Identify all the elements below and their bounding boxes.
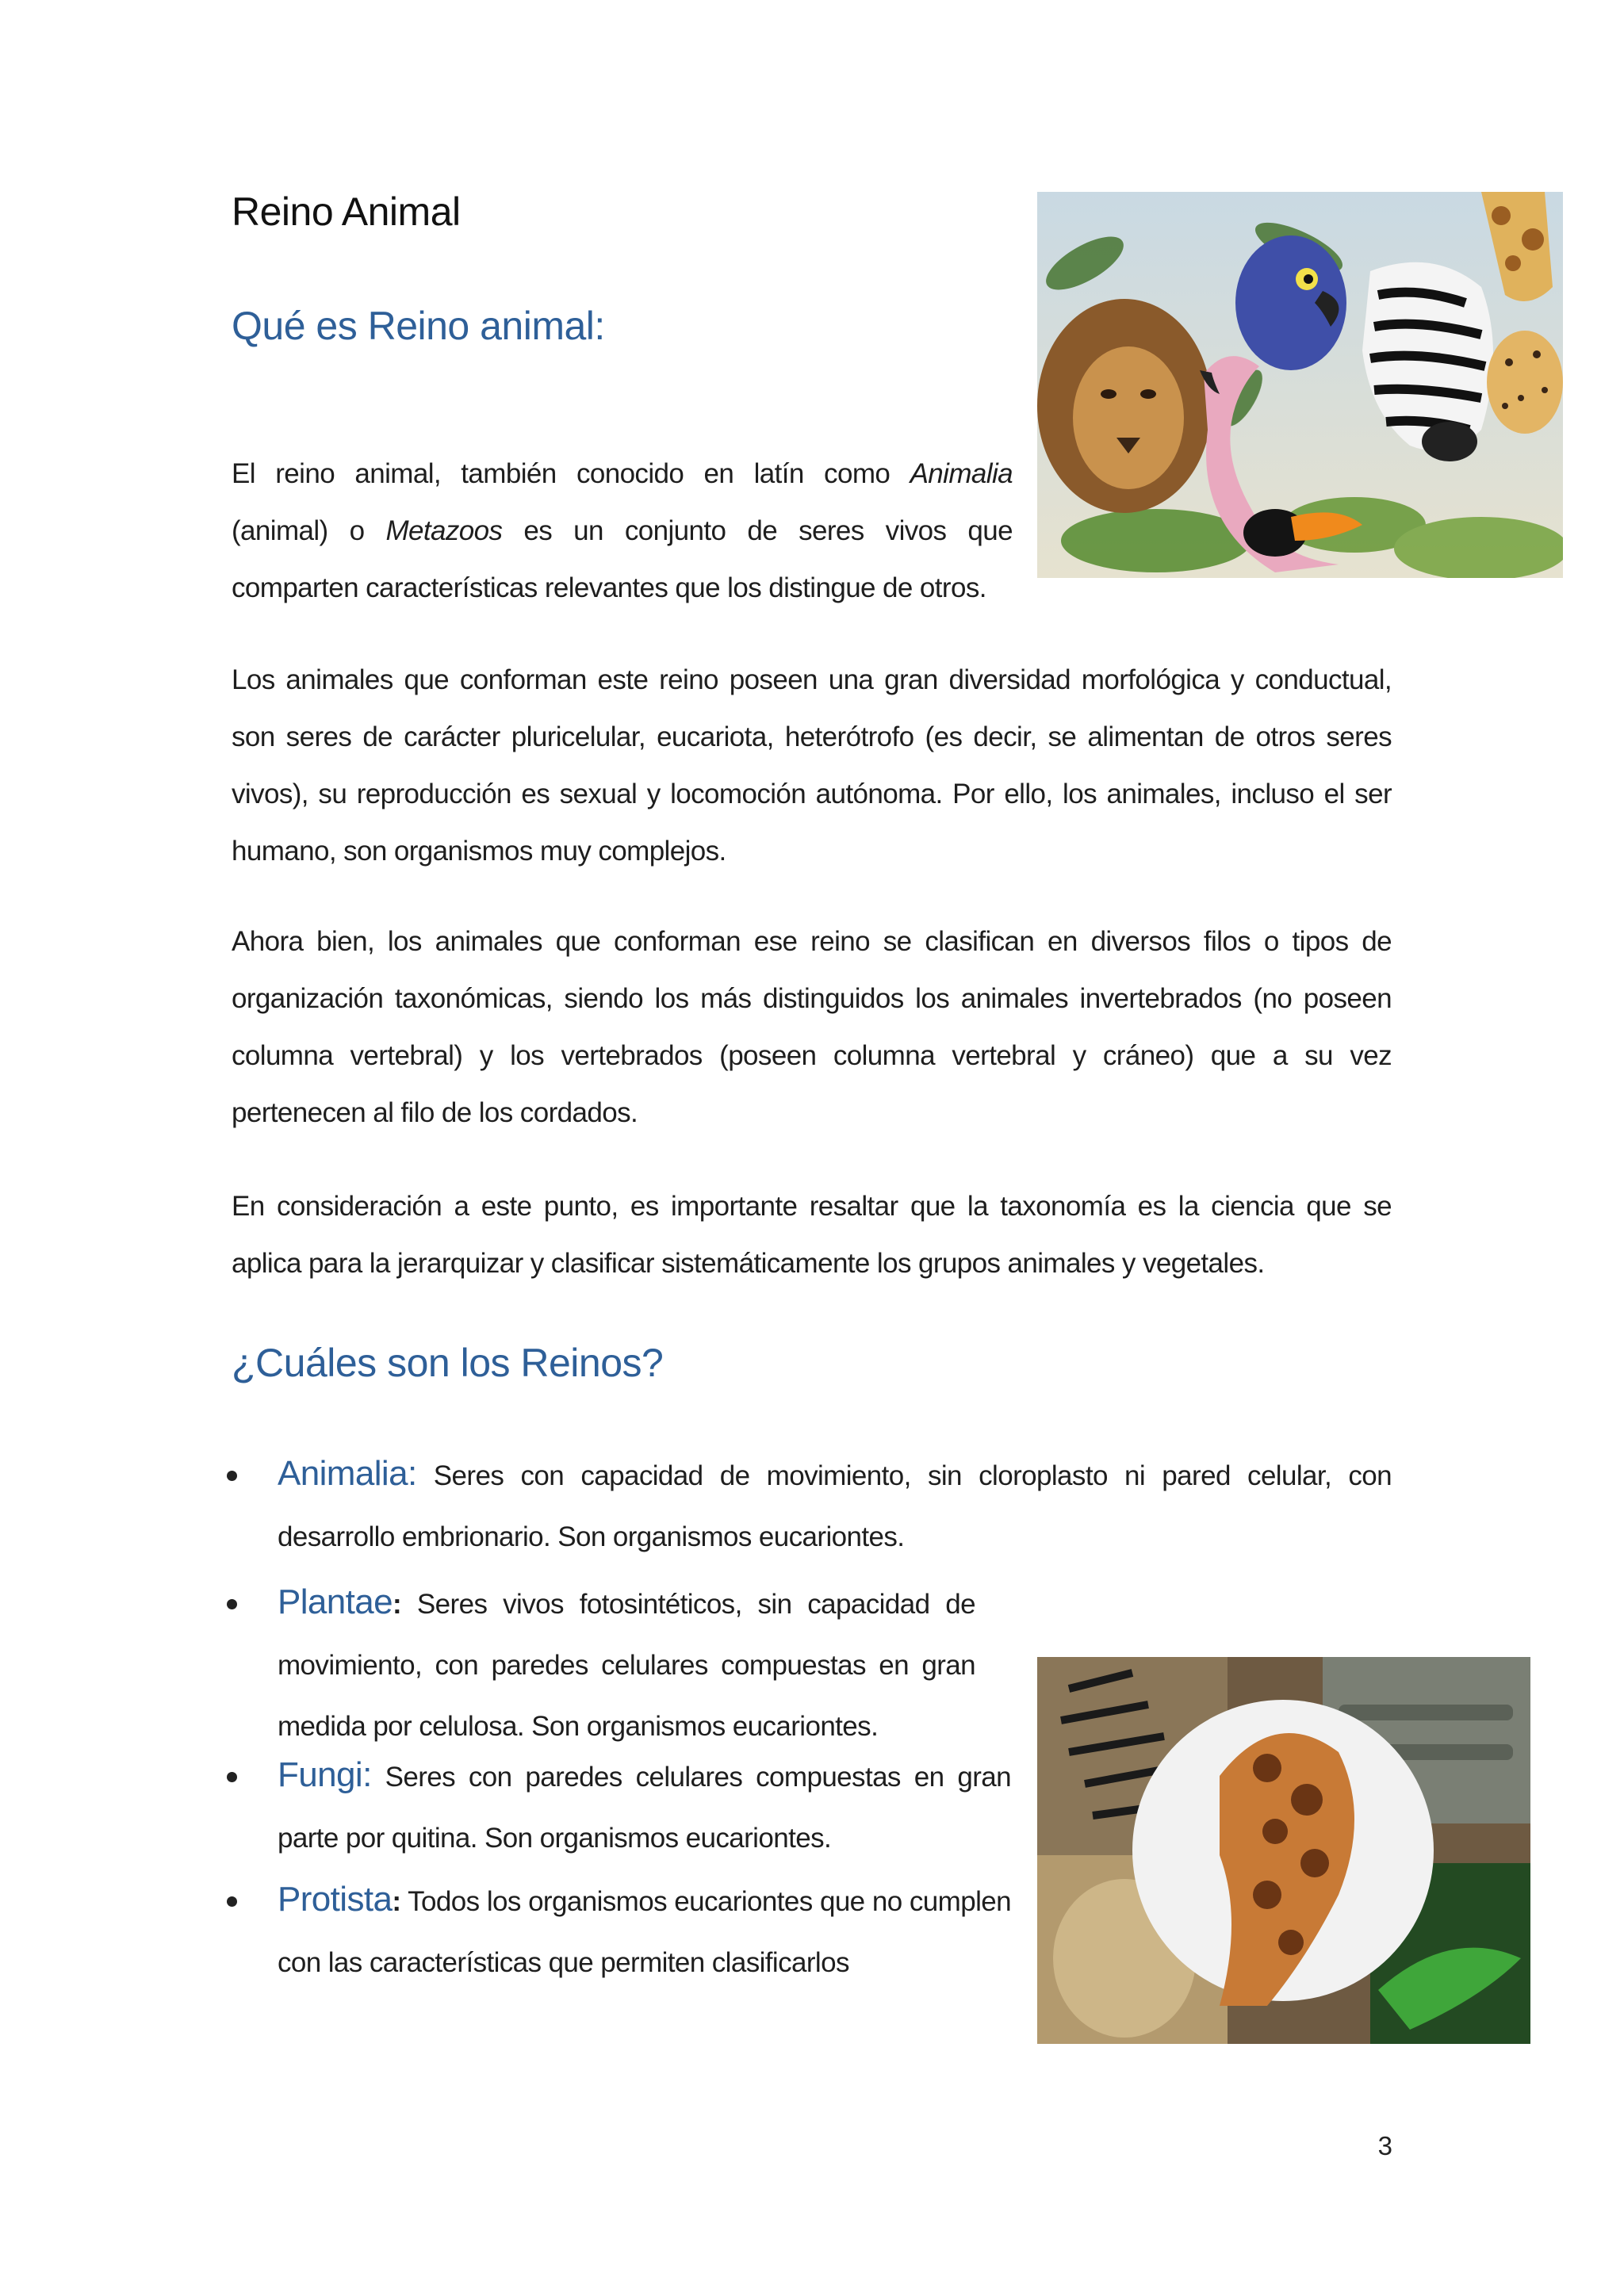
kingdom-list bbox=[278, 1443, 1392, 1567]
kingdom-list-continued bbox=[278, 1744, 1011, 1993]
macaw-graphic bbox=[1235, 235, 1346, 370]
list-item-fungi: Fungi: Seres con paredes celulares compuestas en gran parte por quitina. Son organismos eucariontes. bbox=[278, 1744, 1011, 1869]
bullet-icon bbox=[227, 1896, 237, 1907]
list-item-animalia: Animalia: Seres con capacidad de movimiento, sin cloroplasto ni pared celular, con desarrollo embrionario. Son organismos eucariontes. bbox=[278, 1443, 1392, 1567]
animal-photo-collage bbox=[1037, 1657, 1530, 2044]
bullet-icon bbox=[227, 1599, 237, 1609]
animal-collage-svg bbox=[1037, 192, 1563, 578]
section-heading-que-es: Qué es Reino animal: bbox=[232, 304, 605, 348]
page-number: 3 bbox=[1377, 2131, 1392, 2160]
photo-collage-svg bbox=[1037, 1657, 1530, 2044]
bullet-icon bbox=[227, 1772, 237, 1782]
paragraph-taxonomy: En consideración a este punto, es importante resaltar que la taxonomía es la ciencia que se aplica para la jerarquizar y clasificar sistemáticamente los grupos animales y vegetales. bbox=[232, 1191, 1392, 1279]
animal-collage-illustration bbox=[1037, 192, 1563, 578]
kingdom-term: Protista bbox=[278, 1880, 393, 1919]
bullet-icon bbox=[227, 1471, 237, 1481]
list-item-plantae: Plantae: Seres vivos fotosintéticos, sin capacidad de movimiento, con paredes celulares compuestas en gran medida por celulosa. Son organismos eucariontes. bbox=[278, 1571, 1392, 1817]
page-title: Reino Animal bbox=[232, 189, 461, 234]
paragraph-intro: El reino animal, también conocido en latín como Animalia (animal) o Metazoos es un conjunto de seres vivos que comparten características relevantes que los distingue de otros. bbox=[232, 458, 1013, 603]
kingdom-term: Fungi: bbox=[278, 1755, 372, 1794]
term-metazoos: Metazoos bbox=[385, 515, 503, 546]
kingdom-term: Animalia: bbox=[278, 1454, 417, 1493]
section-heading-reinos: ¿Cuáles son los Reinos? bbox=[232, 1341, 664, 1385]
cheetah-graphic bbox=[1487, 331, 1563, 434]
list-item-protista: Protista: Todos los organismos eucariontes que no cumplen con las características que permiten clasificarlos bbox=[278, 1869, 1011, 1993]
term-animalia: Animalia bbox=[910, 458, 1013, 489]
paragraph-diversity: Los animales que conforman este reino poseen una gran diversidad morfológica y conductual, son seres de carácter pluricelular, eucariota, heterótrofo (es decir, se alimentan de otros seres vivos), su reproducción es sexual y locomoción autónoma. Por ello, los animales, incluso el ser humano, son organismos muy complejos. bbox=[232, 664, 1392, 867]
paragraph-classification: Ahora bien, los animales que conforman ese reino se clasifican en diversos filos o tipos de organización taxonómicas, siendo los más distinguidos los animales invertebrados (no poseen columna vertebral) y los vertebrados (poseen columna vertebral y cráneo) que a su vez pertenecen al filo de los cordados. bbox=[232, 926, 1392, 1128]
lion-graphic bbox=[1037, 299, 1212, 513]
